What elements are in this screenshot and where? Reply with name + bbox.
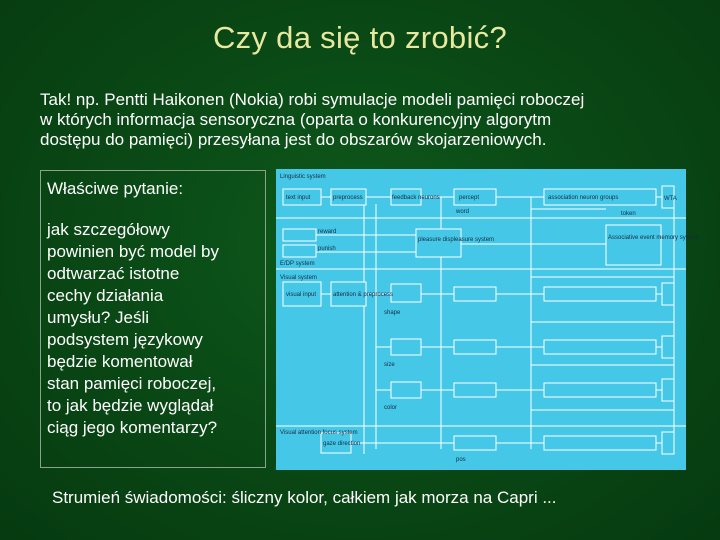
question-box	[40, 170, 266, 468]
visual-input-label: visual input	[286, 292, 317, 298]
question-line: umysłu? Jeśli	[47, 308, 150, 327]
slide-title: Czy da się to zrobić?	[212, 20, 508, 55]
punish-label: punish	[318, 246, 336, 252]
intro-line: Tak! np. Pentti Haikonen (Nokia) robi symulacje modeli pamięci roboczej	[40, 90, 585, 109]
ep-system-label: E/DP system	[280, 261, 315, 267]
question-line: odtwarzać istotne	[47, 264, 180, 283]
pos-label: pos	[456, 457, 466, 463]
question-line: powinien być model by	[47, 242, 219, 261]
color-label: color	[384, 405, 398, 411]
associative-event-memory-label: Associative event memory system	[608, 235, 699, 241]
preprocess-label: preprocess	[333, 195, 363, 201]
wta-label: WTA	[664, 196, 677, 202]
reward-label: reward	[318, 229, 337, 235]
feedback-neurons-label: feedback neurons	[392, 195, 440, 201]
visual-attention-focus-label: Visual attention focus system	[280, 430, 358, 436]
shape-label: shape	[384, 310, 401, 316]
question-line: cechy działania	[47, 286, 164, 305]
question-line: stan pamięci roboczej,	[47, 374, 217, 393]
text-input-label: text input	[286, 195, 311, 201]
linguistic-system-label: Linguistic system	[280, 174, 326, 180]
question-line: ciąg jego komentarzy?	[47, 418, 218, 437]
question-line: to jak będzie wyglądał	[47, 396, 214, 415]
percept-label: percept	[459, 195, 480, 201]
question-line: podsystem językowy	[47, 330, 203, 349]
attention-preprocess-label: attention & preprocess	[333, 292, 394, 298]
intro-line: w których informacja sensoryczna (oparta o konkurencyjny algorytm	[40, 110, 552, 129]
question-body	[47, 219, 259, 439]
token-label: token	[621, 211, 636, 217]
size-label: size	[384, 362, 395, 368]
gaze-direction-label: gaze direction	[323, 441, 361, 447]
intro-line: dostępu do pamięci) przesyłana jest do obszarów skojarzeniowych.	[40, 130, 547, 149]
pleasure-displeasure-label: pleasure displeasure system	[418, 237, 495, 243]
question-line: będzie komentował	[47, 352, 193, 371]
question-line: jak szczegółowy	[47, 220, 170, 239]
association-neuron-groups-label: association neuron groups	[548, 195, 619, 201]
footer-caption: Strumień świadomości: śliczny kolor, całkiem jak morza na Capri ...	[52, 488, 557, 507]
visual-system-label: Visual system	[280, 275, 317, 281]
intro-paragraph	[40, 90, 700, 150]
architecture-diagram-svg	[276, 169, 699, 470]
word-label: word	[456, 209, 470, 215]
architecture-diagram	[276, 169, 699, 470]
question-heading: Właściwe pytanie:	[47, 179, 184, 198]
